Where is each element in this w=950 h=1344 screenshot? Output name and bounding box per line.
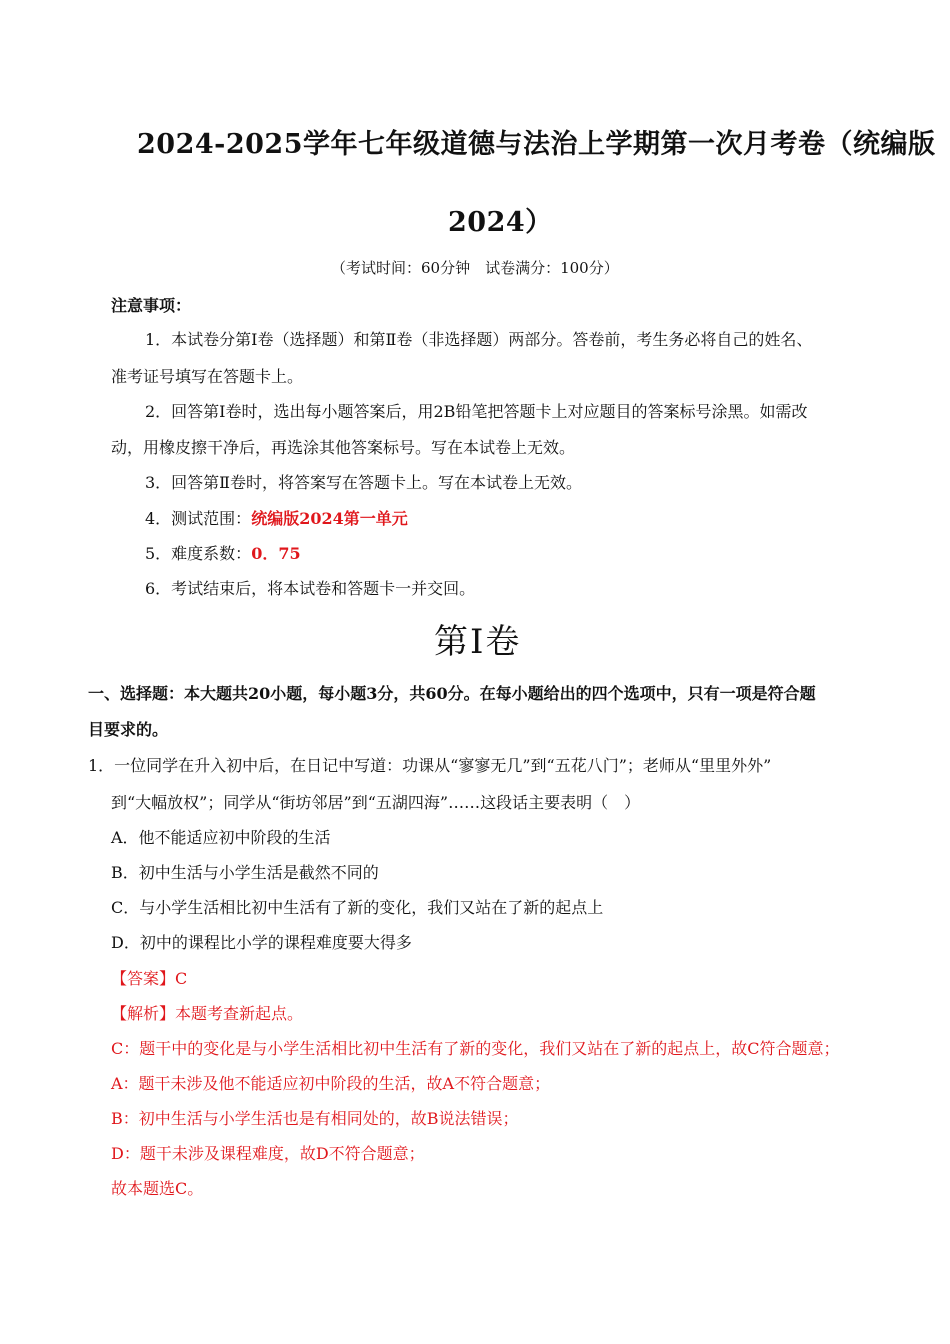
difficulty-value: 0．75 [251,544,301,563]
option-b: B．初中生活与小学生活是截然不同的 [111,863,379,882]
note-6: 6．考试结束后，将本试卷和答题卡一并交回。 [145,579,476,598]
explanation-c: C：题干中的变化是与小学生活相比初中生活有了新的变化，我们又站在了新的起点上，故C符合题意； [111,1039,840,1058]
note-2-line1: 2．回答第Ⅰ卷时，选出每小题答案后，用2B铅笔把答题卡上对应题目的答案标号涂黑。如需改 [145,402,808,421]
note-2-line2: 动，用橡皮擦干净后，再选涂其他答案标号。写在本试卷上无效。 [111,438,576,457]
answer: 【答案】C [111,969,188,988]
notes-heading: 注意事项： [111,296,192,315]
note-5-label: 5．难度系数： [145,544,252,563]
explanation-d: D：题干未涉及课程难度，故D不符合题意； [111,1144,425,1163]
conclusion: 故本题选C。 [111,1179,204,1198]
option-c: C．与小学生活相比初中生活有了新的变化，我们又站在了新的起点上 [111,898,604,917]
note-3: 3．回答第Ⅱ卷时，将答案写在答题卡上。写在本试卷上无效。 [145,473,583,492]
part-title: 第Ⅰ卷 [434,622,522,662]
note-1-line1: 1．本试卷分第Ⅰ卷（选择题）和第Ⅱ卷（非选择题）两部分。答卷前，考生务必将自己的姓名、 [145,330,813,349]
analysis: 【解析】本题考查新起点。 [111,1004,304,1023]
option-a: A．他不能适应初中阶段的生活 [111,828,331,847]
exam-info: （考试时间：60分钟 试卷满分：100分） [331,259,619,277]
note-4 [145,506,408,529]
option-d: D．初中的课程比小学的课程难度要大得多 [111,933,412,952]
note-5 [145,541,301,564]
question-1-stem-line1: 1．一位同学在升入初中后，在日记中写道：功课从“寥寥无几”到“五花八门”；老师从“里里外外” [88,756,772,775]
explanation-b: B：初中生活与小学生活也是有相同处的，故B说法错误； [111,1109,519,1128]
exam-title-line1: 2024-2025学年七年级道德与法治上学期第一次月考卷（统编版 [137,129,936,160]
question-1-stem-line2: 到“大幅放权”；同学从“街坊邻居”到“五湖四海”……这段话主要表明（ ） [111,793,641,812]
section-heading-line1: 一、选择题：本大题共20小题，每小题3分，共60分。在每小题给出的四个选项中，只有一项是符合题 [88,684,816,703]
explanation-a: A：题干未涉及他不能适应初中阶段的生活，故A不符合题意； [111,1074,551,1093]
section-heading-line2: 目要求的。 [88,720,169,739]
note-4-label: 4．测试范围： [145,509,252,528]
test-scope-value: 统编版2024第一单元 [251,509,408,528]
note-1-line2: 准考证号填写在答题卡上。 [111,367,304,386]
exam-title-line2: 2024） [448,207,553,238]
